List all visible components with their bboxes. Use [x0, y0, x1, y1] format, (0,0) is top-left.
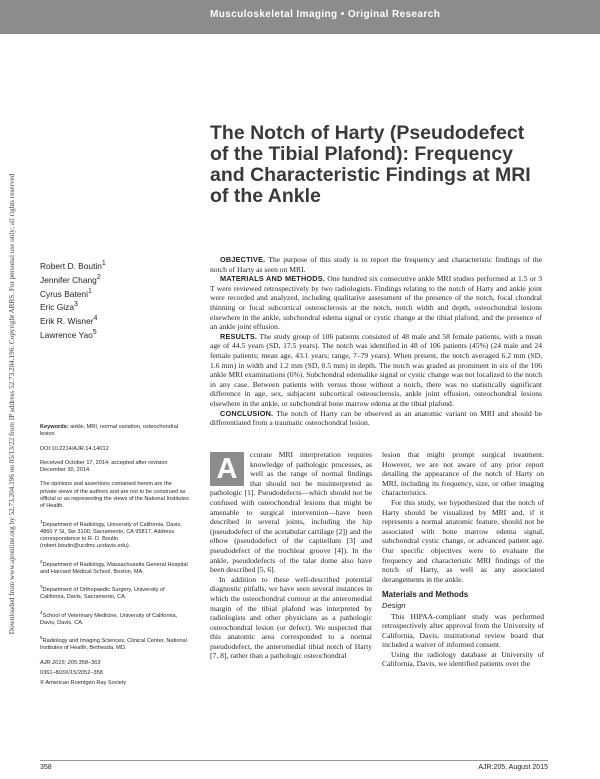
- keywords: Keywords: ankle, MRI, normal variation, osteochondral lesion: [40, 424, 179, 438]
- disclaimer: The opinions and assertions contained herein are the private views of the authors and are not to be construed as official or as representing the views of the National Institutes of Health.: [40, 481, 189, 510]
- body-paragraph: This HIPAA-compliant study was performed retrospectively after approval from the University of California, Davis, institutional review board that included a waiver of informed consent.: [382, 611, 544, 650]
- affiliation: $^5$Radiology and Imaging Sciences, Clinical Center, National Institutes of Health, Bethesda, MD.: [40, 635, 187, 652]
- copyright: © American Roentgen Ray Society: [40, 680, 127, 687]
- author: Cyrus Bateni$^1$: [40, 287, 92, 299]
- subsection-heading: Design: [382, 600, 406, 610]
- download-notice: [2, 150, 22, 660]
- issn: 0361–803X/15/2052–358: [40, 669, 103, 676]
- body-paragraph: In addition to these well-described potential diagnostic pitfalls, we have seen several instances in which the osteochondral contour at the anteromedial margin of the tibial plafond was interpreted by radiologists and other physicians as a pathologic osteochondral lesion (or defect). We suspected that this anatomic area corresponded to a normal pseudodefect, the anteromedial tibial notch of Harty [7, 8], rather than a pathologic osteochondral: [210, 574, 372, 661]
- body-paragraph: lesion that might prompt surgical treatment. However, we are not aware of any prior report detailing the appearance of the notch of Harty on MRI, including its frequency, size, or other imaging characteristics.: [382, 450, 544, 498]
- section-label: Musculoskeletal Imaging • Original Research: [210, 9, 441, 20]
- body-paragraph: A ccurate MRI interpretation requires knowledge of pathologic processes, as well as the range of normal findings that should not be misinterpreted as pathologic [1]. Pseudodefects—which should not be confused with osteochondral lesions that might be amenable to surgical intervention—have been described in several joints, including the hip (pseudodefect of the acetabular cartilage [2]) and the elbow (pseudodefect of the capitellum [3] and pseudodefect of the trochlear groove [4]). In the ankle, pseudodefects of the talar dome also have been described [5, 6].: [210, 450, 372, 575]
- abstract-conclusion: CONCLUSION. The notch of Harty can be observed as an anatomic variant on MRI and should be differentiated from a traumatic osteochondral lesion.: [210, 408, 543, 428]
- author: Jennifer Chang$^2$: [40, 273, 101, 285]
- journal-citation: AJR 2015; 205:358–363: [40, 659, 101, 666]
- affiliation: $^2$Department of Radiology, Massachusetts General Hospital and Harvard Medical School, Boston, MA.: [40, 558, 188, 575]
- body-column-1: [210, 450, 372, 661]
- affiliation: $^4$School of Veterinary Medicine, University of California, Davis, Davis, CA.: [40, 609, 178, 626]
- section-heading: Materials and Methods: [382, 590, 469, 600]
- abstract-objective: OBJECTIVE. The purpose of this study is to report the frequency and characteristic findings of the notch of Harty as seen on MRI.: [210, 255, 542, 274]
- author: Robert D. Boutin$^1$: [40, 260, 106, 271]
- article-title: The Notch of Harty (Pseudodefect of the Tibial Plafond): Frequency and Characteristic Findings at MRI of the Ankle: [210, 122, 531, 207]
- abstract: [210, 255, 542, 428]
- body-column-2: [382, 450, 544, 669]
- author: Lawrence Yao$^5$: [40, 328, 97, 340]
- author: Eric Giza$^3$: [40, 301, 78, 313]
- header-bar: [0, 0, 600, 34]
- footer-divider: [40, 760, 548, 761]
- page-number: 358: [40, 764, 52, 771]
- drop-cap: A: [210, 452, 244, 486]
- abstract-results: RESULTS. The study group of 106 patients consisted of 48 male and 58 female patients, with a mean age of 44.5 years (SD, 17.5 years). The notch was identified in 48 of 106 patients (45%) (24 male and 24 female patients; mean age, 43.1 years; range, 7–79 years). When present, the notch averaged 6.2 mm (SD, 1.6 mm) in width and 1.2 mm (SD, 0.5 mm) in depth. The notch was graded as prominent in six of the 106 ankle MRI examinations (6%). Subchondral edemalike signal or cystic change was not localized to the notch in any case. Between patients with versus those without a notch, there was no statistically significant difference in age, sex, subjacent subcortical osteosclerosis, ankle joint effusion, osteochondral lesions elsewhere in the ankle, or subchondral bone marrow edema at the tibial plafond.: [210, 331, 542, 408]
- abstract-methods: MATERIALS AND METHODS. One hundred six consecutive ankle MRI studies performed at 1.5 or 3 T were reviewed retrospectively by two radiologists. Findings relating to the notch of Harty and ankle joint were recorded and analyzed, including qualitative assessment of the presence of the notch, focal chondral thinning or focal subcortical osteosclerosis at the notch, notch width and depth, osteochondral lesions elsewhere in the ankle, subchondral edema signal or cystic change at the tibial plafond, and the presence of an ankle joint effusion.: [210, 274, 542, 332]
- body-paragraph: For this study, we hypothesized that the notch of Harty should be visualized by MRI and, if it represents a normal anatomic feature, should not be associated with bone marrow edema signal, subchondral cystic change, or advanced patient age. Our specific objectives were to evaluate the frequency and characteristic MRI findings of the notch of Harty, as well as any associated derangements in the ankle.: [382, 497, 544, 584]
- affiliation: $^1$Department of Radiology, University of California, Davis, 4860 Y St, Ste 3100, Sacramento, CA 95817. Address correspondence to R. D. Boutin (robert.boutin@ucdmc.ucdavis.edu).: [40, 518, 182, 550]
- download-notice-text: Downloaded from www.ajronline.org by 52.73.204.196 on 05/13/22 from IP address 52.73.204.196. Copyright ARRS. For personal use only; all rights reserved: [8, 173, 16, 635]
- doi[interactable]: DOI:10.2214/AJR.14.14012: [40, 445, 109, 452]
- affiliation: $^3$Department of Orthopaedic Surgery, University of California, Davis, Sacramento, CA.: [40, 584, 165, 601]
- journal-issue: AJR:205, August 2015: [478, 764, 548, 771]
- body-paragraph: Using the radiology database at University of California, Davis, we identified patients over the: [382, 649, 544, 669]
- received-dates: Received October 17, 2014; accepted after revision December 30, 2014.: [40, 459, 168, 474]
- author-list: [40, 258, 190, 341]
- author: Erik R. Wisner$^4$: [40, 315, 98, 326]
- article-metadata: [40, 424, 190, 694]
